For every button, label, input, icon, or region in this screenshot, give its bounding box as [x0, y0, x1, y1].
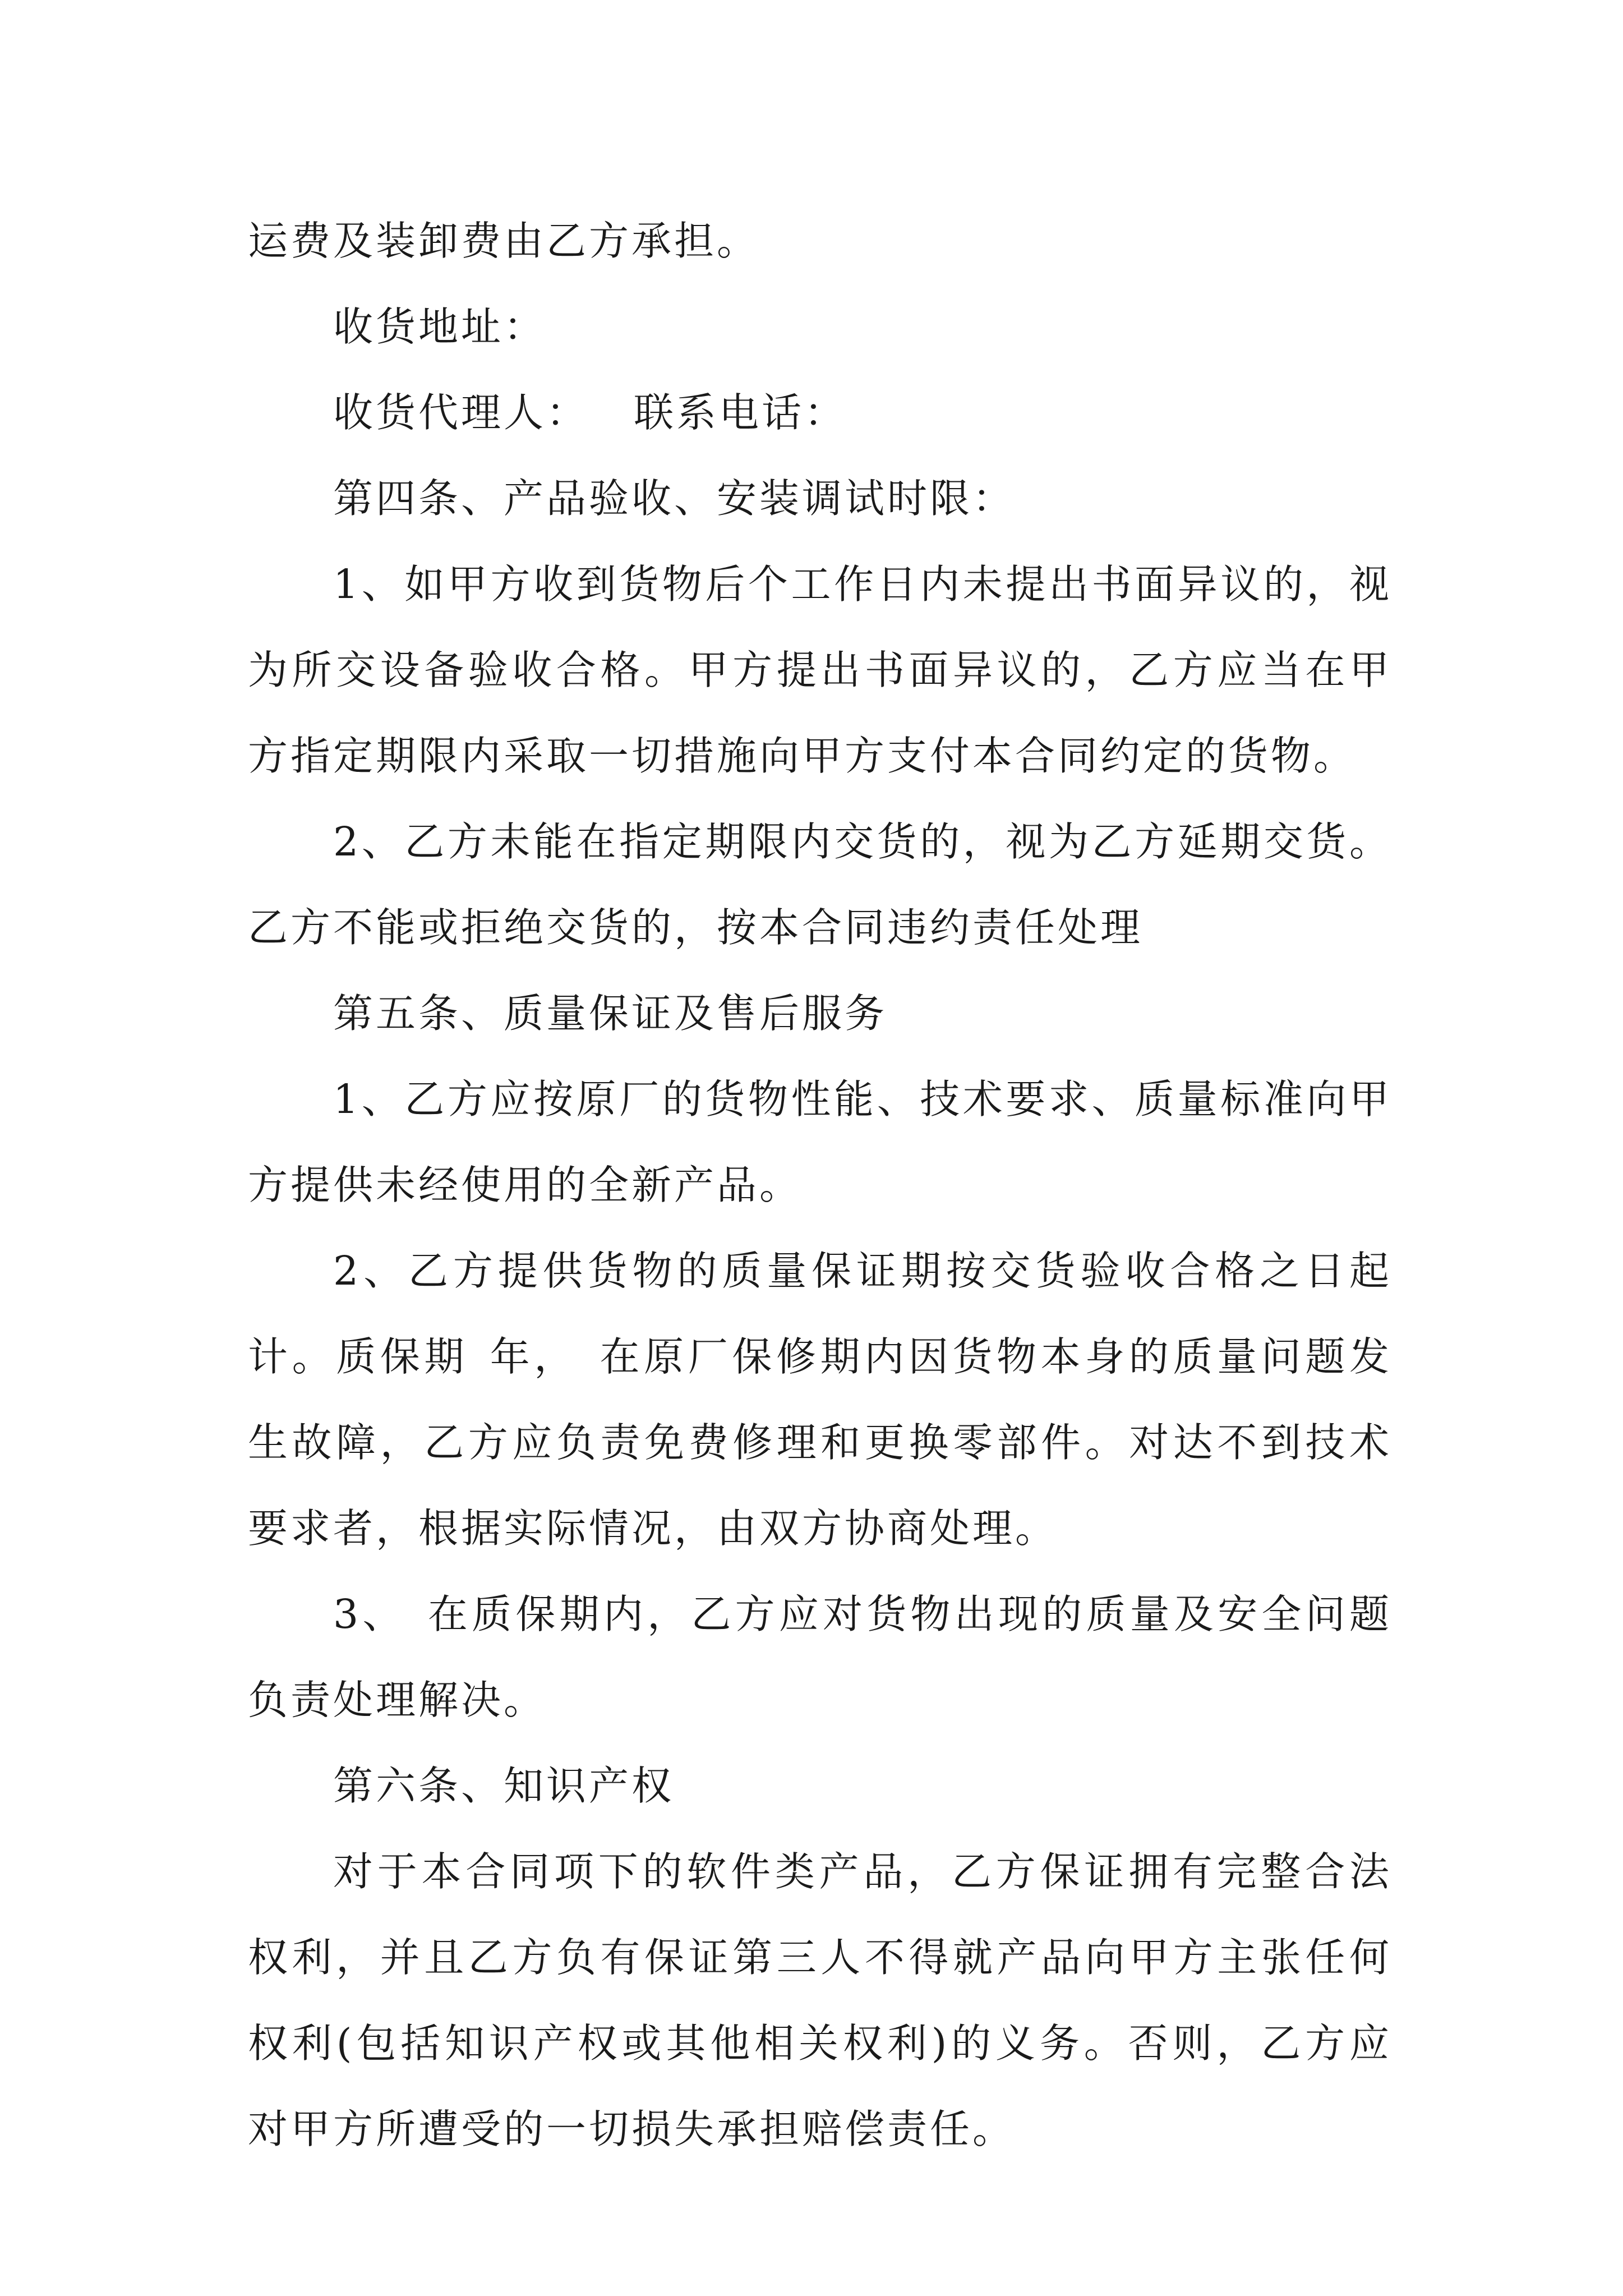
warranty-period-text: 2、乙方提供货物的质量保证期按交货验收合格之日起计。质保期 [248, 1248, 1392, 1380]
paragraph-article-5-item-3 [248, 1571, 1392, 1743]
paragraph-article-4-item-1: 1、如甲方收到货物后个工作日内未提出书面异议的，视为所交设备验收合格。甲方提出书面异议的，乙方应当在甲方指定期限内采取一切措施向甲方支付本合同约定的货物。 [248, 561, 1392, 779]
section-heading-article-6: 第六条、知识产权 [333, 1763, 675, 1809]
paragraph-article-5-item-1: 1、乙方应按原厂的货物性能、技术要求、质量标准向甲方提供未经使用的全新产品。 [248, 1076, 1392, 1208]
warranty-repair-text: 在原厂保修期内因货物本身的质量问题发生故障，乙方应负责免费修理和更换零部件。对达不到技术要求者，根据实际情况，由双方协商处理。 [248, 1333, 1392, 1552]
item-3-text: 在质保期内，乙方应对货物出现的质量及安全问题负责处理解决。 [248, 1591, 1392, 1723]
contact-phone-label: 联系电话： [634, 389, 847, 436]
section-heading-article-5: 第五条、质量保证及售后服务 [333, 990, 888, 1037]
section-heading-article-4: 第四条、产品验收、安装调试时限： [333, 475, 1016, 522]
paragraph-delivery-address: 收货地址： [333, 303, 547, 350]
warranty-year-text: 年， [488, 1333, 578, 1380]
document-body [248, 198, 1392, 2172]
paragraph-delivery-agent [248, 370, 1392, 455]
delivery-agent-label: 收货代理人： [333, 389, 589, 436]
item-3-number: 3、 [333, 1591, 407, 1637]
paragraph-article-5-item-2 [248, 1228, 1392, 1571]
paragraph-freight: 运费及装卸费由乙方承担。 [248, 218, 760, 264]
paragraph-article-6-body: 对于本合同项下的软件类产品，乙方保证拥有完整合法权利，并且乙方负有保证第三人不得就产品向甲方主张任何权利(包括知识产权或其他相关权利)的义务。否则，乙方应对甲方所遭受的一切损失承担赔偿责任。 [248, 1848, 1392, 2152]
paragraph-article-4-item-2: 2、乙方未能在指定期限内交货的，视为乙方延期交货。乙方不能或拒绝交货的，按本合同违约责任处理 [248, 818, 1392, 951]
